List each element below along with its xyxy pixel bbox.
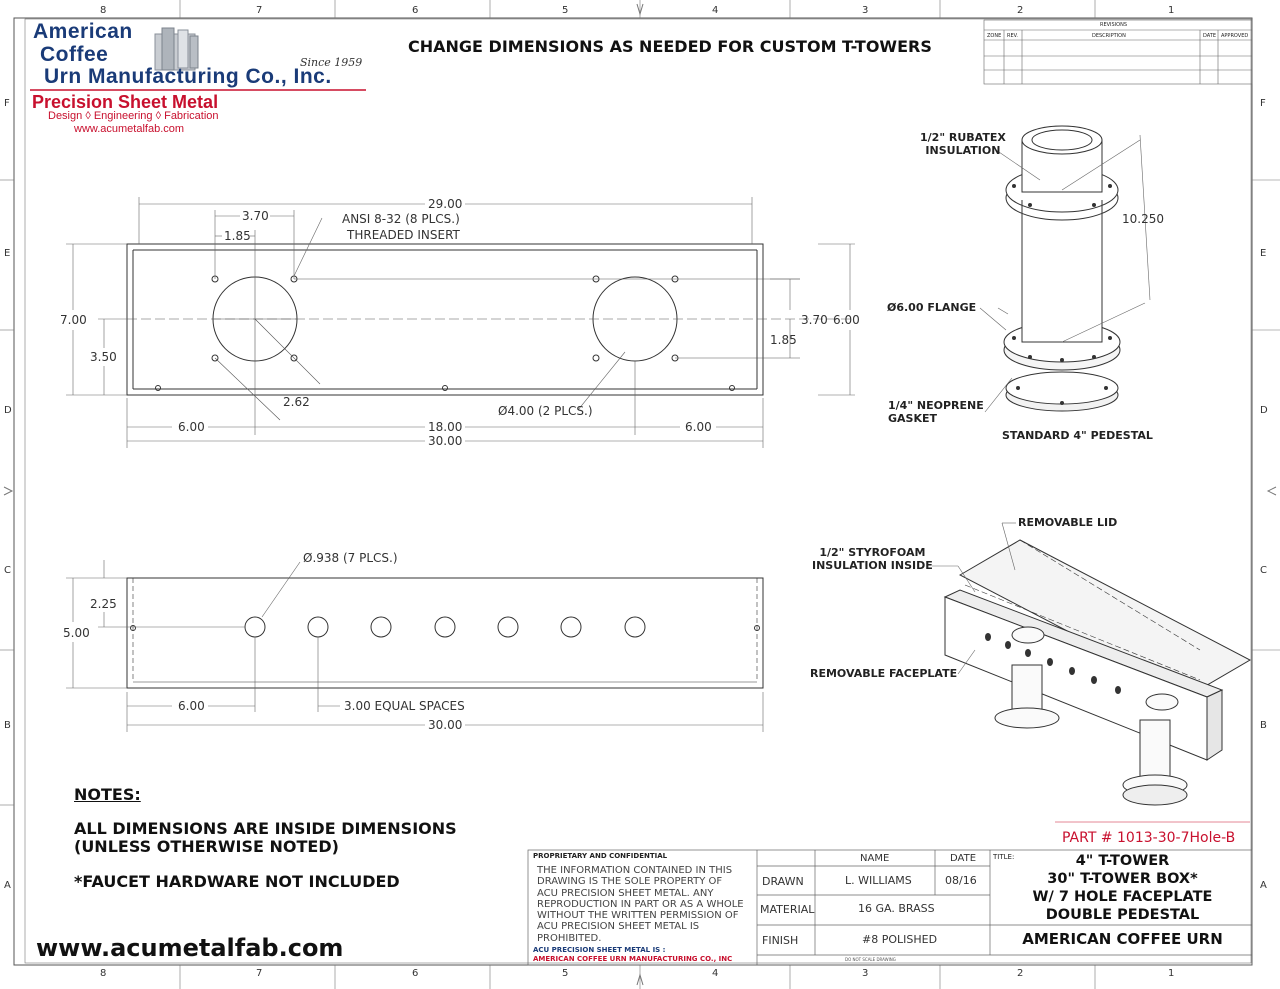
footer-url[interactable]: www.acumetalfab.com [36, 934, 344, 962]
dim-front-30-00: 30.00 [428, 718, 463, 732]
dim-6-00-right: 6.00 [833, 313, 860, 327]
prop-heading: PROPRIETARY AND CONFIDENTIAL [533, 852, 668, 860]
rev-col-description: DESCRIPTION [1092, 33, 1126, 39]
grid-col-5-bottom: 5 [562, 968, 569, 979]
grid-row-e: E [4, 248, 11, 259]
label-gasket: 1/4" NEOPRENE GASKET [888, 399, 984, 425]
part-number: PART # 1013-30-7Hole-B [1062, 830, 1236, 846]
grid-col-1: 1 [1168, 5, 1175, 16]
dim-3-50: 3.50 [90, 350, 117, 364]
grid-row-e-right: E [1260, 248, 1267, 259]
dim-7-00: 7.00 [60, 313, 87, 327]
notes-line-3: *FAUCET HARDWARE NOT INCLUDED [74, 872, 400, 891]
grid-row-a-right: A [1260, 880, 1267, 891]
grid-col-7: 7 [256, 5, 263, 16]
pedestal-caption: STANDARD 4" PEDESTAL [1002, 429, 1153, 442]
label-removable-lid: REMOVABLE LID [1018, 516, 1118, 529]
label-flange: Ø6.00 FLANGE [887, 301, 977, 314]
callout-holes-4: Ø4.00 (2 PLCS.) [498, 404, 593, 418]
grid-col-7-bottom: 7 [256, 968, 263, 979]
dim-29: 29.00 [428, 197, 463, 211]
grid-row-a: A [4, 880, 11, 891]
dim-2-62: 2.62 [283, 395, 310, 409]
label-faceplate: REMOVABLE FACEPLATE [810, 667, 958, 680]
top-view-plan [127, 244, 763, 395]
grid-col-4: 4 [712, 5, 719, 16]
urn-logo-graphic [155, 28, 198, 70]
front-view [127, 578, 763, 688]
grid-col-8-bottom: 8 [100, 968, 107, 979]
grid-row-b: B [4, 720, 11, 731]
grid-row-c-right: C [1260, 565, 1267, 576]
callout-insert: ANSI 8-32 (8 PLCS.) [342, 212, 460, 226]
notes-line-2: (UNLESS OTHERWISE NOTED) [74, 837, 339, 856]
dim-3-70-right: 3.70 [801, 313, 828, 327]
dim-30-00: 30.00 [428, 434, 463, 448]
prop-text: THE INFORMATION CONTAINED IN THIS DRAWING IS THE SOLE PROPERTY OF ACU PRECISION SHEET METAL. ANY REPRODUCTION IN PART OR AS A WHOLE WITHOUT THE WRITTEN PERMISSION OF ACU PRECISION SHEET METAL IS PROHIBITED. [537, 865, 744, 944]
tb-title-label: TITLE: [993, 853, 1015, 861]
tb-company: AMERICAN COFFEE URN [1022, 930, 1223, 948]
logo-line-2: Coffee [40, 43, 109, 66]
center-mark-left [4, 487, 12, 495]
logo-url: www.acumetalfab.com [74, 123, 185, 135]
logo-since: Since 1959 [300, 56, 363, 69]
notes-heading: NOTES: [74, 785, 141, 804]
top-view-centerlines [127, 277, 855, 420]
acu-line: ACU PRECISION SHEET METAL IS : [533, 946, 666, 954]
revisions-title: REVISIONS [1100, 22, 1128, 28]
grid-col-1-bottom: 1 [1168, 968, 1175, 979]
rev-col-zone: ZONE [987, 33, 1002, 39]
dim-equal-spaces: 3.00 EQUAL SPACES [344, 699, 465, 713]
notes-line-1: ALL DIMENSIONS ARE INSIDE DIMENSIONS [74, 819, 457, 838]
dim-6-00-right-bottom: 6.00 [685, 420, 712, 434]
grid-col-2: 2 [1017, 5, 1024, 16]
rev-col-date: DATE [1203, 33, 1217, 39]
tb-date-header: DATE [950, 853, 977, 864]
tb-name-header: NAME [860, 853, 890, 864]
logo-services: Design ◊ Engineering ◊ Fabrication [48, 110, 219, 122]
page-header: CHANGE DIMENSIONS AS NEEDED FOR CUSTOM T-TOWERS [408, 37, 932, 56]
rev-col-approved: APPROVED [1221, 33, 1249, 39]
grid-row-b-right: B [1260, 720, 1267, 731]
grid-row-c: C [4, 565, 11, 576]
dim-1-85-right: 1.85 [770, 333, 797, 347]
grid-col-2-bottom: 2 [1017, 968, 1024, 979]
tb-material: 16 GA. BRASS [858, 902, 935, 915]
dim-18-00: 18.00 [428, 420, 463, 434]
rev-col-rev: REV. [1007, 33, 1018, 39]
dim-6-00-left: 6.00 [178, 420, 205, 434]
logo-line-1: American [33, 20, 133, 43]
assembly-iso [945, 540, 1250, 805]
dim-5-00: 5.00 [63, 626, 90, 640]
grid-col-6: 6 [412, 5, 419, 16]
center-mark-right [1268, 487, 1276, 495]
tb-drawn-label: DRAWN [762, 875, 804, 888]
grid-col-4-bottom: 4 [712, 968, 719, 979]
logo-brand: Precision Sheet Metal [32, 92, 219, 112]
revisions-table [984, 20, 1252, 84]
top-view-dim-lines [66, 197, 855, 448]
tb-material-label: MATERIAL [760, 903, 815, 916]
callout-holes-938: Ø.938 (7 PLCS.) [303, 551, 398, 565]
grid-col-8: 8 [100, 5, 107, 16]
logo-line-3: Urn Manufacturing Co., Inc. [44, 65, 332, 88]
pedestal-drawing [1004, 126, 1120, 411]
grid-row-d-right: D [1260, 405, 1268, 416]
grid-row-f-right: F [1260, 98, 1266, 109]
grid-col-3-bottom: 3 [862, 968, 869, 979]
acu-line-2: AMERICAN COFFEE URN MANUFACTURING CO., INC [533, 955, 733, 963]
grid-col-3: 3 [862, 5, 869, 16]
grid-row-f: F [4, 98, 10, 109]
tb-title: 4" T-TOWER 30" T-TOWER BOX* W/ 7 HOLE FACEPLATE DOUBLE PEDESTAL [1032, 853, 1213, 923]
label-styrofoam: 1/2" STYROFOAM INSULATION INSIDE [812, 546, 933, 572]
dim-front-6-00: 6.00 [178, 699, 205, 713]
dim-3-70: 3.70 [242, 209, 269, 223]
grid-col-5: 5 [562, 5, 569, 16]
tb-drawn-name: L. WILLIAMS [845, 874, 912, 887]
tb-drawn-date: 08/16 [945, 874, 977, 887]
label-rubatex: 1/2" RUBATEX INSULATION [920, 131, 1006, 157]
dim-10-250: 10.250 [1122, 212, 1164, 226]
grid-row-d: D [4, 405, 12, 416]
grid-col-6-bottom: 6 [412, 968, 419, 979]
dim-2-25: 2.25 [90, 597, 117, 611]
callout-insert-2: THREADED INSERT [347, 228, 460, 242]
tb-finish: #8 POLISHED [862, 933, 938, 946]
tb-finish-label: FINISH [762, 934, 799, 947]
dim-1-85: 1.85 [224, 229, 251, 243]
tb-do-not-scale: DO NOT SCALE DRAWING [845, 957, 896, 962]
